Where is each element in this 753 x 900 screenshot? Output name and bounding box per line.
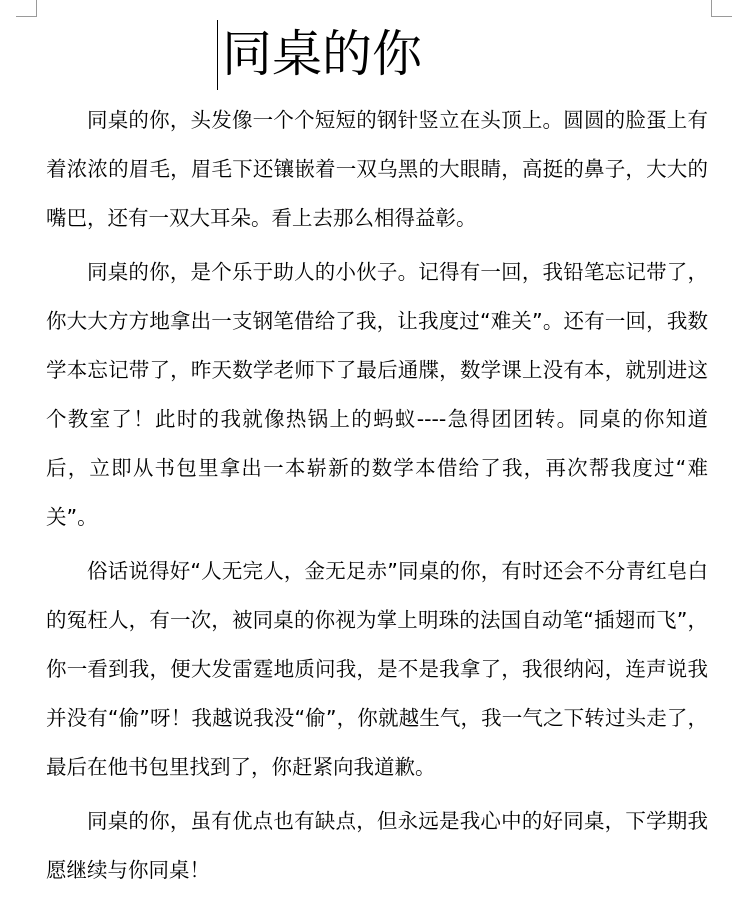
paragraph-1[interactable]: 同桌的你，头发像一个个短短的钢针竖立在头顶上。圆圆的脸蛋上有着浓浓的眉毛，眉毛下还镶嵌着一双乌黑的大眼睛，高挺的鼻子，大大的嘴巴，还有一双大耳朵。看上去那么相得益彰。 <box>46 108 708 230</box>
paragraph-3[interactable]: 俗话说得好“人无完人，金无足赤”同桌的你，有时还会不分青红皂白的冤枉人，有一次，被同桌的你视为掌上明珠的法国自动笔“插翅而飞”，你一看到我，便大发雷霆地质问我，是不是我拿了，我很纳闷，连声说我并没有“偷”呀！我越说我没“偷”，你就越生气，我一气之下转过头走了，最后在他书包里找到了，你赶紧向我道歉。 <box>46 559 708 779</box>
paragraph-4[interactable]: 同桌的你，虽有优点也有缺点，但永远是我心中的好同桌，下学期我愿继续与你同桌！ <box>46 809 708 882</box>
document-title[interactable]: 同桌的你 <box>222 25 422 83</box>
paragraph-2[interactable]: 同桌的你，是个乐于助人的小伙子。记得有一回，我铅笔忘记带了，你大大方方地拿出一支钢笔借给了我，让我度过“难关”。还有一回，我数学本忘记带了，昨天数学老师下了最后通牒，数学课上没有本，就别进这个教室了！此时的我就像热锅上的蚂蚁----急得团团转。同桌的你知道后，立即从书包里拿出一本崭新的数学本借给了我，再次帮我度过“难关”。 <box>46 260 708 529</box>
document-body[interactable] <box>46 96 708 900</box>
margin-mark-top-right <box>711 0 732 17</box>
text-cursor <box>217 20 218 90</box>
margin-mark-top-left <box>16 0 37 17</box>
